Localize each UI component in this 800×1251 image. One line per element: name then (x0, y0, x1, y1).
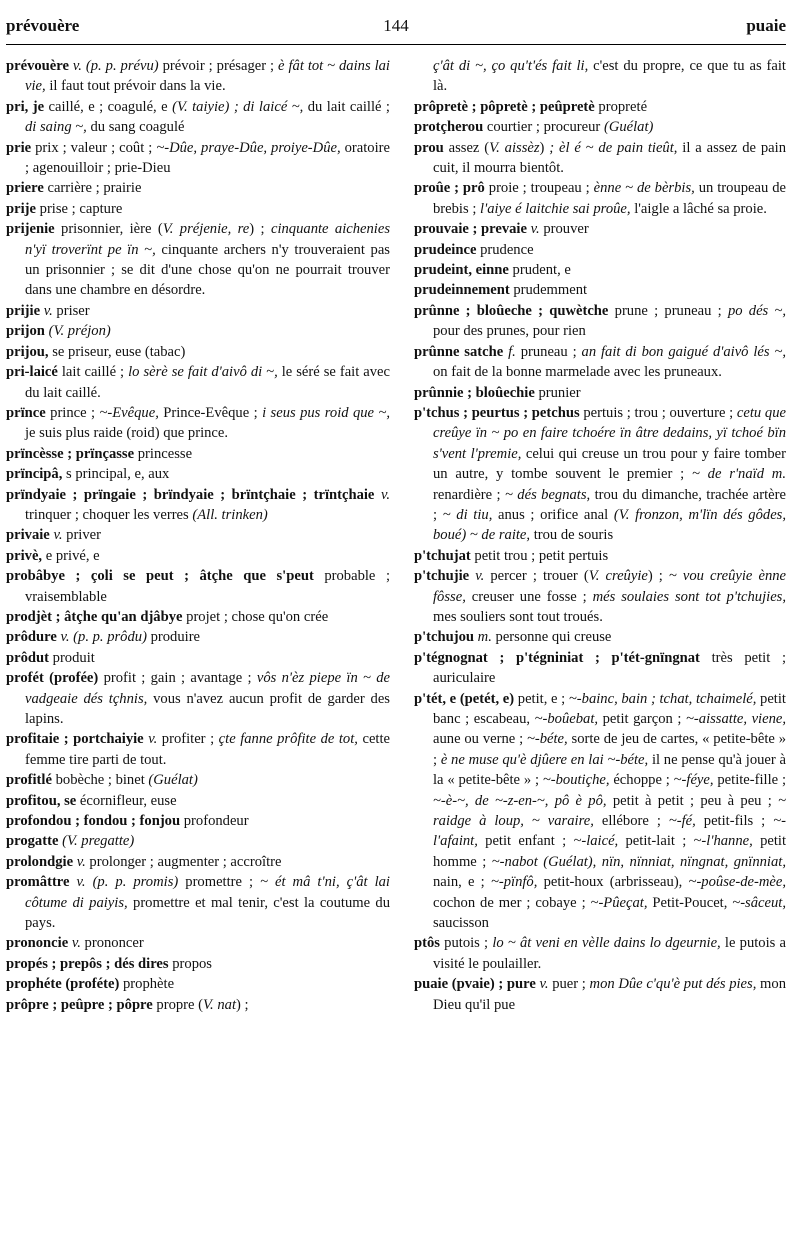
dictionary-entry (414, 301, 786, 342)
headword: prïnce (6, 404, 51, 421)
definition-text: saucisson (433, 915, 489, 932)
dictionary-entry (6, 974, 390, 994)
italic-text: ~ vou creûyie ènne fôsse, (433, 568, 786, 605)
definition-text: du lait caillé ; (307, 98, 390, 115)
definition-text: échoppe ; (613, 772, 674, 789)
headword: profitlé (6, 772, 56, 789)
italic-text: V. aissèz (489, 139, 540, 156)
headword: privè, (6, 547, 46, 564)
italic-text: ~ raidge à loup, ~ varaire, (433, 792, 786, 830)
italic-text: (All. trinken) (192, 506, 268, 523)
italic-text: (Guélat) (148, 772, 198, 789)
definition-text: profondeur (183, 813, 249, 830)
dictionary-entry (6, 342, 390, 362)
headword: privaie (6, 527, 54, 544)
headword: profitaie ; portchaiyie (6, 731, 149, 748)
headword: prolondgie (6, 853, 77, 870)
italic-text: ~-Pûeçat, (590, 894, 653, 911)
italic-text: ~-boûebat, (534, 711, 603, 727)
dictionary-entry (414, 383, 786, 403)
page-header (6, 4, 786, 44)
dictionary-entry (6, 770, 390, 790)
italic-text: v. (43, 302, 57, 319)
dictionary-entry (6, 831, 390, 851)
headword: prijou, (6, 343, 53, 360)
italic-text: ~-poûse-de-mèe, (688, 874, 786, 891)
definition-text: petit homme ; (433, 833, 786, 870)
italic-text: ~-bainc, bain ; tchat, tchaimelé, (568, 690, 761, 707)
headword: propés ; prepôs ; dés dires (6, 955, 173, 972)
definition-text: priser (56, 302, 90, 319)
headword: prudeinnement (414, 282, 514, 299)
italic-text: (V. fronzon, m'lïn dés gôdes, boué) ~ de raite, (433, 506, 786, 544)
definition-text: pertuis ; trou ; ouverture ; (583, 404, 737, 421)
italic-text: més soulaies sont tot p'tchujies, (592, 588, 786, 605)
italic-text: ~ dés begnats, (505, 486, 595, 503)
dictionary-entry (6, 362, 390, 403)
definition-text: prudence (480, 241, 534, 258)
headword: prijon (6, 323, 49, 340)
definition-text: prouver (543, 221, 589, 238)
dictionary-entry (6, 485, 390, 526)
headword: prodjèt ; âtçhe qu'an djâbye (6, 608, 187, 625)
definition-text: Petit-Poucet, (652, 894, 733, 911)
definition-text: ellébore ; (601, 813, 669, 830)
definition-text: creuser une fosse ; (471, 588, 593, 605)
headword: p'tégnognat ; p'tégniniat ; p'tét-gnïngnat (414, 649, 712, 666)
italic-text: v. (p. p. promis) (76, 874, 186, 891)
headword: prûnne ; bloûeche ; quwètche (414, 302, 615, 319)
definition-text: vous n'avez aucun profit de garder des lapins. (25, 690, 390, 727)
definition-text: bobèche ; binet (55, 772, 149, 789)
dictionary-entry (6, 403, 390, 444)
headword: p'tchujat (414, 547, 475, 564)
definition-text: personne qui creuse (495, 629, 612, 646)
definition-text: propre ( (156, 996, 204, 1013)
page-number: 144 (383, 16, 409, 35)
headword: prouvaie ; prevaie (414, 221, 531, 238)
definition-text: oratoire ; agenouilloir ; prie-Dieu (25, 139, 390, 177)
headword: priere (6, 180, 48, 197)
definition-text: petit-houx (arbrisseau), (543, 874, 689, 891)
dictionary-entry (6, 995, 390, 1015)
headword: prije (6, 200, 40, 217)
italic-text: (V. taiyie) ; di laicé ~, (172, 98, 308, 115)
dictionary-entry (6, 607, 390, 627)
definition-text: cette femme tire parti de tout. (25, 731, 390, 768)
definition-text: carrière ; prairie (47, 180, 142, 197)
definition-text: assez ( (448, 139, 490, 156)
definition-text: très petit ; auriculaire (433, 649, 786, 687)
definition-text: Prince-Evêque ; (163, 404, 263, 421)
dictionary-entry (414, 648, 786, 689)
left-column (6, 56, 390, 1246)
italic-text: v. (p. p. prévu) (72, 58, 163, 74)
headword: prôpretè ; pôpretè ; peûpretè (414, 98, 599, 115)
italic-text: v. (539, 976, 553, 993)
headword: profitou, se (6, 792, 80, 809)
headword: p'tét, e (petét, e) (414, 690, 518, 707)
definition-text: e privé, e (45, 547, 100, 564)
headword: prôdut (6, 649, 53, 666)
definition-text: priver (66, 527, 101, 544)
definition-text: renardière ; (433, 486, 505, 503)
italic-text: i seus pus roid que ~, (262, 404, 390, 421)
headword: pri-laicé (6, 364, 62, 381)
definition-text: petite-fille ; (717, 772, 786, 789)
headword: prudeint, einne (414, 262, 513, 279)
headword: p'tchujie (414, 568, 476, 585)
dictionary-entry (414, 56, 786, 97)
definition-text: propos (172, 955, 212, 972)
definition-text: c'est du propre, ce que tu as fait là. (433, 58, 786, 95)
definition-text: le séré se fait avec du lait caillé. (25, 364, 390, 401)
definition-text: anus ; orifice anal (498, 506, 614, 523)
definition-text: du sang coagulé (90, 119, 185, 136)
definition-text: il faut tout prévoir dans la vie. (49, 78, 226, 95)
headword: p'tchujou (414, 629, 478, 646)
italic-text: (V. pregatte) (62, 833, 135, 850)
dictionary-entry (6, 627, 390, 647)
definition-text: petit trou ; petit pertuis (474, 547, 609, 564)
running-head-left: prévouère (6, 16, 80, 35)
dictionary-entry (6, 199, 390, 219)
definition-text: prévoir ; présager ; (162, 58, 279, 74)
italic-text: (V. préjon) (48, 323, 111, 340)
dictionary-entry (414, 689, 786, 934)
dictionary-entry (414, 546, 786, 566)
italic-text: mon Dûe c'qu'è put dés pies, (589, 976, 761, 993)
definition-text: prudent, e (512, 262, 571, 279)
italic-text: ~ de r'naïd m. (691, 466, 786, 483)
definition-text: probable ; vraisemblable (25, 568, 390, 605)
definition-text: prononcer (84, 935, 144, 952)
running-head-right: puaie (746, 16, 786, 35)
italic-text: lo ~ ât veni en vèlle dains lo dgeurnie, (492, 935, 725, 952)
headword: prïncipâ, (6, 466, 67, 483)
definition-text: courtier ; procureur (486, 119, 604, 136)
headword: promâttre (6, 874, 77, 891)
header-rule (6, 44, 786, 45)
dictionary-entry (414, 403, 786, 546)
definition-text: cinquante archers n'y trouveraient pas un prisonnier ; se dit d'une chose qu'on ne pourrait trouver dans une chambre en désordre. (25, 241, 390, 299)
italic-text: m. (477, 629, 496, 646)
definition-text: profiter ; (161, 731, 219, 748)
definition-text: percer ; trouer ( (490, 568, 589, 585)
italic-text: ~-pïnfô, (490, 874, 544, 891)
definition-text: nain, e ; (433, 874, 491, 891)
dictionary-entry (414, 97, 786, 117)
dictionary-entry (414, 342, 786, 383)
italic-text: ~-féye, (673, 772, 718, 789)
headword: prijie (6, 302, 44, 319)
italic-text: v. (475, 568, 491, 585)
headword: prou (414, 139, 449, 156)
headword: prïncèsse ; prïnçasse (6, 445, 138, 462)
italic-text: ~-l'hanne, (693, 833, 761, 850)
headword: protçherou (414, 119, 487, 136)
italic-text: ~-laicé, (573, 833, 626, 850)
italic-text: ~ ét mâ t'ni, ç'ât lai côtume di paiyis, (25, 874, 390, 911)
italic-text: vôs n'èz piepe ïn ~ de vadgeaie dés tçhnis, (25, 670, 390, 707)
definition-text: cochon de mer ; cobaye ; (433, 894, 591, 911)
italic-text: ; èl é ~ de pain tieût, (549, 139, 683, 156)
dictionary-entry (6, 97, 390, 138)
definition-text: on fait de la bonne marmelade avec les pruneaux. (433, 364, 722, 381)
definition-text: prince ; (50, 404, 100, 421)
dictionary-entry (6, 138, 390, 179)
dictionary-entry (6, 525, 390, 545)
italic-text: di saing ~, (25, 119, 91, 136)
headword: prie (6, 139, 36, 156)
dictionary-entry (6, 872, 390, 933)
headword: prévouère (6, 58, 73, 74)
italic-text: V. creûyie (588, 568, 648, 585)
definition-text: lait caillé ; (61, 364, 129, 381)
definition-text: mon Dieu qu'il pue (433, 976, 786, 1013)
italic-text: V. nat (203, 996, 236, 1013)
italic-text: ~-è-~, de ~-z-en-~, pô è pô, (433, 792, 613, 809)
italic-text: v. (p. p. prôdu) (60, 629, 151, 646)
italic-text: ~-Dûe, praye-Dûe, proiye-Dûe, (156, 139, 345, 156)
headword: pri, je (6, 98, 49, 115)
dictionary-entry (6, 668, 390, 729)
headword: proûe ; prô (414, 180, 489, 197)
definition-text: prise ; capture (39, 200, 123, 217)
dictionary-entry (6, 852, 390, 872)
headword: probâbye ; çoli se peut ; âtçhe que s'peut (6, 568, 325, 585)
definition-text: prunier (538, 384, 581, 401)
definition-text: promettre et mal tenir, c'est la coutume du pays. (25, 894, 390, 932)
definition-text: petit-lait ; (625, 833, 694, 850)
italic-text: f. (508, 343, 521, 360)
headword: profét (profée) (6, 670, 104, 687)
definition-text: il ne pense qu'à jouer à la « petite-bête » ; (433, 751, 786, 789)
definition-text: petit garçon ; (602, 711, 687, 727)
dictionary-entry (6, 546, 390, 566)
italic-text: po dés ~, (727, 302, 786, 319)
dictionary-entry (414, 117, 786, 137)
italic-text: lo sèrè se fait d'aivô di ~, (128, 364, 282, 381)
definition-text: propreté (598, 98, 648, 115)
headword: prôdure (6, 629, 61, 646)
dictionary-entry (414, 280, 786, 300)
definition-text: promettre ; (185, 874, 261, 891)
definition-text: écornifleur, euse (79, 792, 177, 809)
dictionary-entry (6, 811, 390, 831)
italic-text: cetu que creûye ïn ~ po en faire tchoére ïn âtre dedains, yï tchoé bïn s'vent l'premie, (433, 404, 786, 462)
headword: prôpre ; peûpre ; pôpre (6, 996, 157, 1013)
italic-text: è ne muse qu'è djûere en lai ~-béte, (440, 751, 652, 768)
dictionary-entry (414, 260, 786, 280)
definition-text: le putois a visité le poulailler. (433, 935, 786, 972)
dictionary-entry (6, 954, 390, 974)
definition-text: petit enfant ; (485, 833, 574, 850)
dictionary-entry (414, 974, 786, 1015)
italic-text: ~-sâceut, (732, 894, 786, 911)
right-column (414, 56, 786, 1246)
definition-text: prudemment (513, 282, 588, 299)
dictionary-entry (414, 627, 786, 647)
definition-text: prophète (123, 976, 175, 993)
italic-text: ènne ~ de bèrbis, (593, 180, 699, 197)
italic-text: (Guélat) (603, 119, 654, 136)
definition-text: prune ; pruneau ; (614, 302, 728, 319)
italic-text: ~-aissatte, viene, (686, 711, 786, 727)
dictionary-entry (6, 729, 390, 770)
headword: profondou ; fondou ; fonjou (6, 813, 184, 830)
italic-text: çte fanne prôfite de tot, (218, 731, 363, 748)
italic-text: ~-Evêque, (99, 404, 164, 421)
headword: puaie (pvaie) ; pure (414, 976, 540, 993)
definition-text: je suis plus raide (roid) que prince. (25, 425, 229, 442)
italic-text: an fait di bon gaigué d'aivô lés ~, (581, 343, 786, 360)
definition-text: petit banc ; escabeau, (433, 690, 786, 727)
dictionary-entry (6, 933, 390, 953)
italic-text: ~-béte, (526, 731, 572, 748)
dictionary-entry (414, 933, 786, 974)
headword: progatte (6, 833, 63, 850)
definition-text: pour des prunes, pour rien (433, 323, 586, 340)
headword: prudeince (414, 241, 481, 258)
headword: prophéte (proféte) (6, 976, 123, 993)
headword: prûnnie ; bloûechie (414, 384, 539, 401)
dictionary-entry (6, 301, 390, 321)
italic-text: v. (76, 853, 90, 870)
dictionary-entry (6, 56, 390, 97)
definition-text: putois ; (444, 935, 493, 952)
definition-text: princesse (137, 445, 193, 462)
italic-text: cinquante aichenies n'yï troverïnt pe ïn ~, (25, 221, 390, 258)
italic-text: v. (148, 731, 162, 748)
definition-text: caillé, e ; coagulé, e (48, 98, 173, 115)
definition-text: prix ; valeur ; coût ; (35, 139, 157, 156)
definition-text: pruneau ; (520, 343, 582, 360)
definition-text: trou du dimanche, trachée artère ; (433, 486, 786, 523)
dictionary-entry (414, 138, 786, 179)
definition-text: projet ; chose qu'on crée (186, 608, 329, 625)
italic-text: ~-l'afaint, (433, 813, 786, 850)
dictionary-entry (6, 178, 390, 198)
definition-text: puer ; (552, 976, 590, 993)
definition-text: trinquer ; choquer les verres (25, 506, 193, 523)
headword: ptôs (414, 935, 445, 952)
definition-text: aune ou verne ; (433, 731, 527, 748)
dictionary-entry (6, 464, 390, 484)
definition-text: produit (52, 649, 95, 666)
headword: prïndyaie ; prïngaie ; brïndyaie ; brïntçhaie ; trïntçhaie (6, 486, 381, 503)
definition-text: petit-fils ; (703, 813, 774, 830)
definition-text: ) (539, 139, 550, 156)
definition-text: celui qui creuse un trou pour y faire tomber un autre, y tombe souvent le premier ; (433, 445, 786, 483)
definition-text: profit ; gain ; avantage ; (103, 670, 257, 687)
definition-text: l'aigle a lâché sa proie. (634, 200, 767, 217)
italic-text: V. préjenie, re (162, 221, 250, 238)
italic-text: è fât tot ~ dains lai vie, (25, 58, 390, 95)
dictionary-entry (6, 321, 390, 341)
italic-text: v. (53, 527, 67, 544)
italic-text: l'aiye é laitchie sai proûe, (480, 200, 635, 217)
definition-text: mes souliers sont tout troués. (433, 608, 603, 625)
dictionary-entry (414, 240, 786, 260)
definition-text: prolonger ; augmenter ; accroître (89, 853, 282, 870)
definition-text: ) ; (249, 221, 271, 238)
definition-text: il a assez de pain cuit, il mourra bientôt. (433, 139, 786, 177)
dictionary-entry (414, 566, 786, 627)
definition-text: s principal, e, aux (66, 466, 170, 483)
italic-text: v. (380, 486, 390, 503)
dictionary-entry (414, 178, 786, 219)
italic-text: ~-nabot (Guélat), nïn, nïnniat, nïngnat, gnïnniat, (491, 853, 786, 870)
definition-text: prisonnier, ière ( (61, 221, 163, 238)
definition-text: ) ; (647, 568, 669, 585)
definition-text: ) ; (236, 996, 249, 1013)
dictionary-entry (6, 444, 390, 464)
headword: prijenie (6, 221, 62, 238)
italic-text: ç'ât di ~, ço qu't'és fait li, (433, 58, 594, 74)
dictionary-entry (414, 219, 786, 239)
headword: prononcie (6, 935, 72, 952)
dictionary-entry (6, 219, 390, 301)
definition-text: trou de souris (533, 527, 614, 544)
definition-text: petit, e ; (517, 690, 569, 707)
headword: p'tchus ; peurtus ; petchus (414, 404, 584, 421)
italic-text: ~ di tiu, (442, 506, 499, 523)
headword: prûnne satche (414, 343, 509, 360)
definition-text: produire (150, 629, 201, 646)
italic-text: v. (530, 221, 544, 238)
dictionary-entry (6, 566, 390, 607)
definition-text: petit à petit ; peu à peu ; (612, 792, 779, 809)
definition-text: un troupeau de brebis ; (433, 180, 786, 217)
dictionary-entry (6, 648, 390, 668)
definition-text: se priseur, euse (tabac) (52, 343, 186, 360)
italic-text: v. (71, 935, 85, 952)
dictionary-entry (6, 791, 390, 811)
definition-text: sorte de jeu de cartes, « petite-bête » ; (433, 731, 786, 768)
definition-text: proie ; troupeau ; (488, 180, 594, 197)
italic-text: ~-boutiçhe, (542, 772, 614, 789)
italic-text: ~-fé, (668, 813, 704, 830)
